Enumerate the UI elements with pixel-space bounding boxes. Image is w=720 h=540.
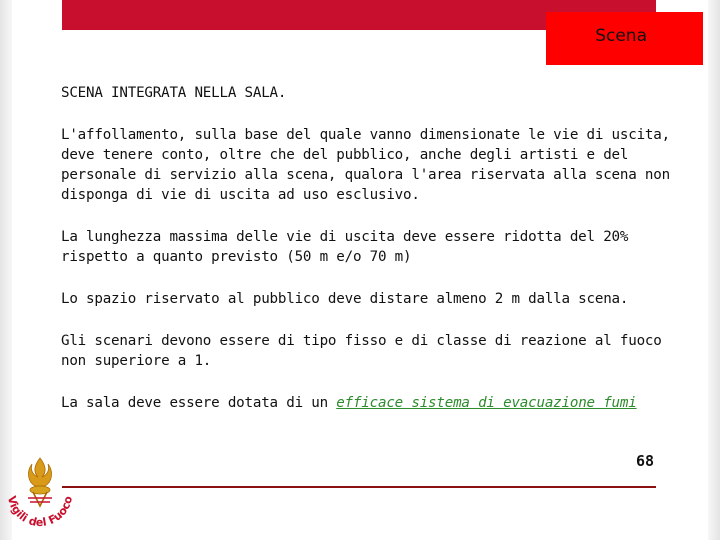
paragraph-smoke-text: La sala deve essere dotata di un xyxy=(61,395,337,411)
paragraph-smoke-evacuation xyxy=(61,393,681,413)
page-number: 68 xyxy=(635,452,654,470)
paragraph-exit-length: La lunghezza massima delle vie di uscita deve essere ridotta del 20% rispetto a quanto previsto (50 m e/o 70 m) xyxy=(61,229,629,265)
slide-body xyxy=(61,83,681,435)
slide-heading: SCENA INTEGRATA NELLA SALA. xyxy=(61,85,287,101)
paragraph-scenery-class: Gli scenari devono essere di tipo fisso e di classe di reazione al fuoco non superiore a 1. xyxy=(61,333,662,369)
smoke-evacuation-link[interactable]: efficace sistema di evacuazione fumi xyxy=(336,395,637,411)
section-label: Scena xyxy=(595,26,647,46)
svg-text:Vigili del Fuoco: Vigili del Fuoco xyxy=(4,494,76,530)
right-frame-border xyxy=(708,0,720,540)
section-label-box xyxy=(546,12,703,65)
vigili-del-fuoco-logo xyxy=(0,452,80,540)
footer-divider xyxy=(62,486,656,488)
paragraph-audience-distance: Lo spazio riservato al pubblico deve distare almeno 2 m dalla scena. xyxy=(61,291,629,307)
paragraph-occupancy: L'affollamento, sulla base del quale vanno dimensionate le vie di uscita, deve tenere conto, oltre che del pubblico, anche degli artisti e del personale di servizio alla scena, qualora l'area riservata alla scena non disponga di vie di uscita ad uso esclusivo. xyxy=(61,127,670,203)
